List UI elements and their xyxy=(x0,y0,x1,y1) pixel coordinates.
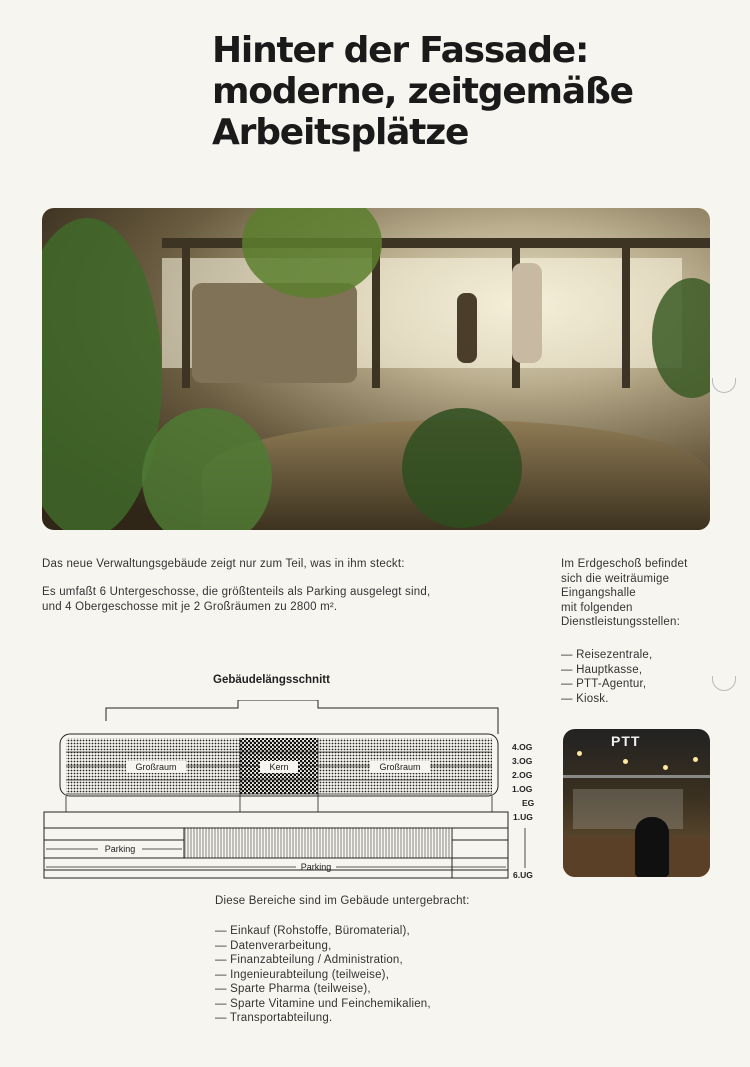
list-item: — Transportabteilung. xyxy=(215,1011,431,1026)
ptt-sign: PTT xyxy=(611,733,641,749)
title-line-3: Arbeitsplätze xyxy=(212,112,469,153)
diagram-title: Gebäudelängsschnitt xyxy=(213,674,330,686)
title-line-1: Hinter der Fassade: xyxy=(212,30,589,71)
parking-label-upper: Parking xyxy=(104,844,136,854)
floor-label-1og: 1.OG xyxy=(512,784,533,794)
punch-hole-top xyxy=(712,378,736,393)
list-item: — Sparte Vitamine und Feinchemikalien, xyxy=(215,997,431,1012)
floor-label-eg: EG xyxy=(522,798,535,808)
list-item: — Einkauf (Rohstoffe, Büromaterial), xyxy=(215,924,431,939)
zone-label-core: Kern xyxy=(269,762,289,772)
list-item: — Finanzabteilung / Administration, xyxy=(215,953,431,968)
areas-heading: Diese Bereiche sind im Gebäude untergebracht: xyxy=(215,895,470,907)
punch-hole-bottom xyxy=(712,676,736,691)
basement-hatched-zone xyxy=(184,828,452,858)
list-item: — PTT-Agentur, xyxy=(561,677,652,692)
parking-label-lower: Parking xyxy=(300,862,332,872)
page-title xyxy=(212,30,732,153)
areas-list xyxy=(215,924,431,1026)
floor-label-3og: 3.OG xyxy=(512,756,533,766)
title-line-2: moderne, zeitgemäße xyxy=(212,71,633,112)
services-list xyxy=(561,648,652,706)
roof-outline xyxy=(106,700,498,734)
zone-label-right: Großraum xyxy=(379,762,421,772)
floor-label-6ug: 6.UG xyxy=(513,870,533,880)
sidebar-text: Im Erdgeschoß befindet sich die weiträumige Eingangshalle mit folgenden Dienstleistungsstellen: xyxy=(561,558,688,628)
list-item: — Datenverarbeitung, xyxy=(215,939,431,954)
list-item: — Reisezentrale, xyxy=(561,648,652,663)
ptt-counter-photo xyxy=(563,729,710,877)
building-section-diagram xyxy=(40,700,550,885)
lobby-photo xyxy=(42,208,710,530)
list-item: — Sparte Pharma (teilweise), xyxy=(215,982,431,997)
intro-sentence: Das neue Verwaltungsgebäude zeigt nur zum Teil, was in ihm steckt: xyxy=(42,558,405,570)
intro-floors-text: Es umfaßt 6 Untergeschosse, die größtenteils als Parking ausgelegt sind, und 4 Obergeschosse mit je 2 Großräumen zu 2800 m². xyxy=(42,586,431,613)
zone-label-left: Großraum xyxy=(135,762,177,772)
list-item: — Hauptkasse, xyxy=(561,663,652,678)
floor-label-2og: 2.OG xyxy=(512,770,533,780)
floor-label-1ug: 1.UG xyxy=(513,812,533,822)
list-item: — Ingenieurabteilung (teilweise), xyxy=(215,968,431,983)
floor-label-4og: 4.OG xyxy=(512,742,533,752)
list-item: — Kiosk. xyxy=(561,692,652,707)
